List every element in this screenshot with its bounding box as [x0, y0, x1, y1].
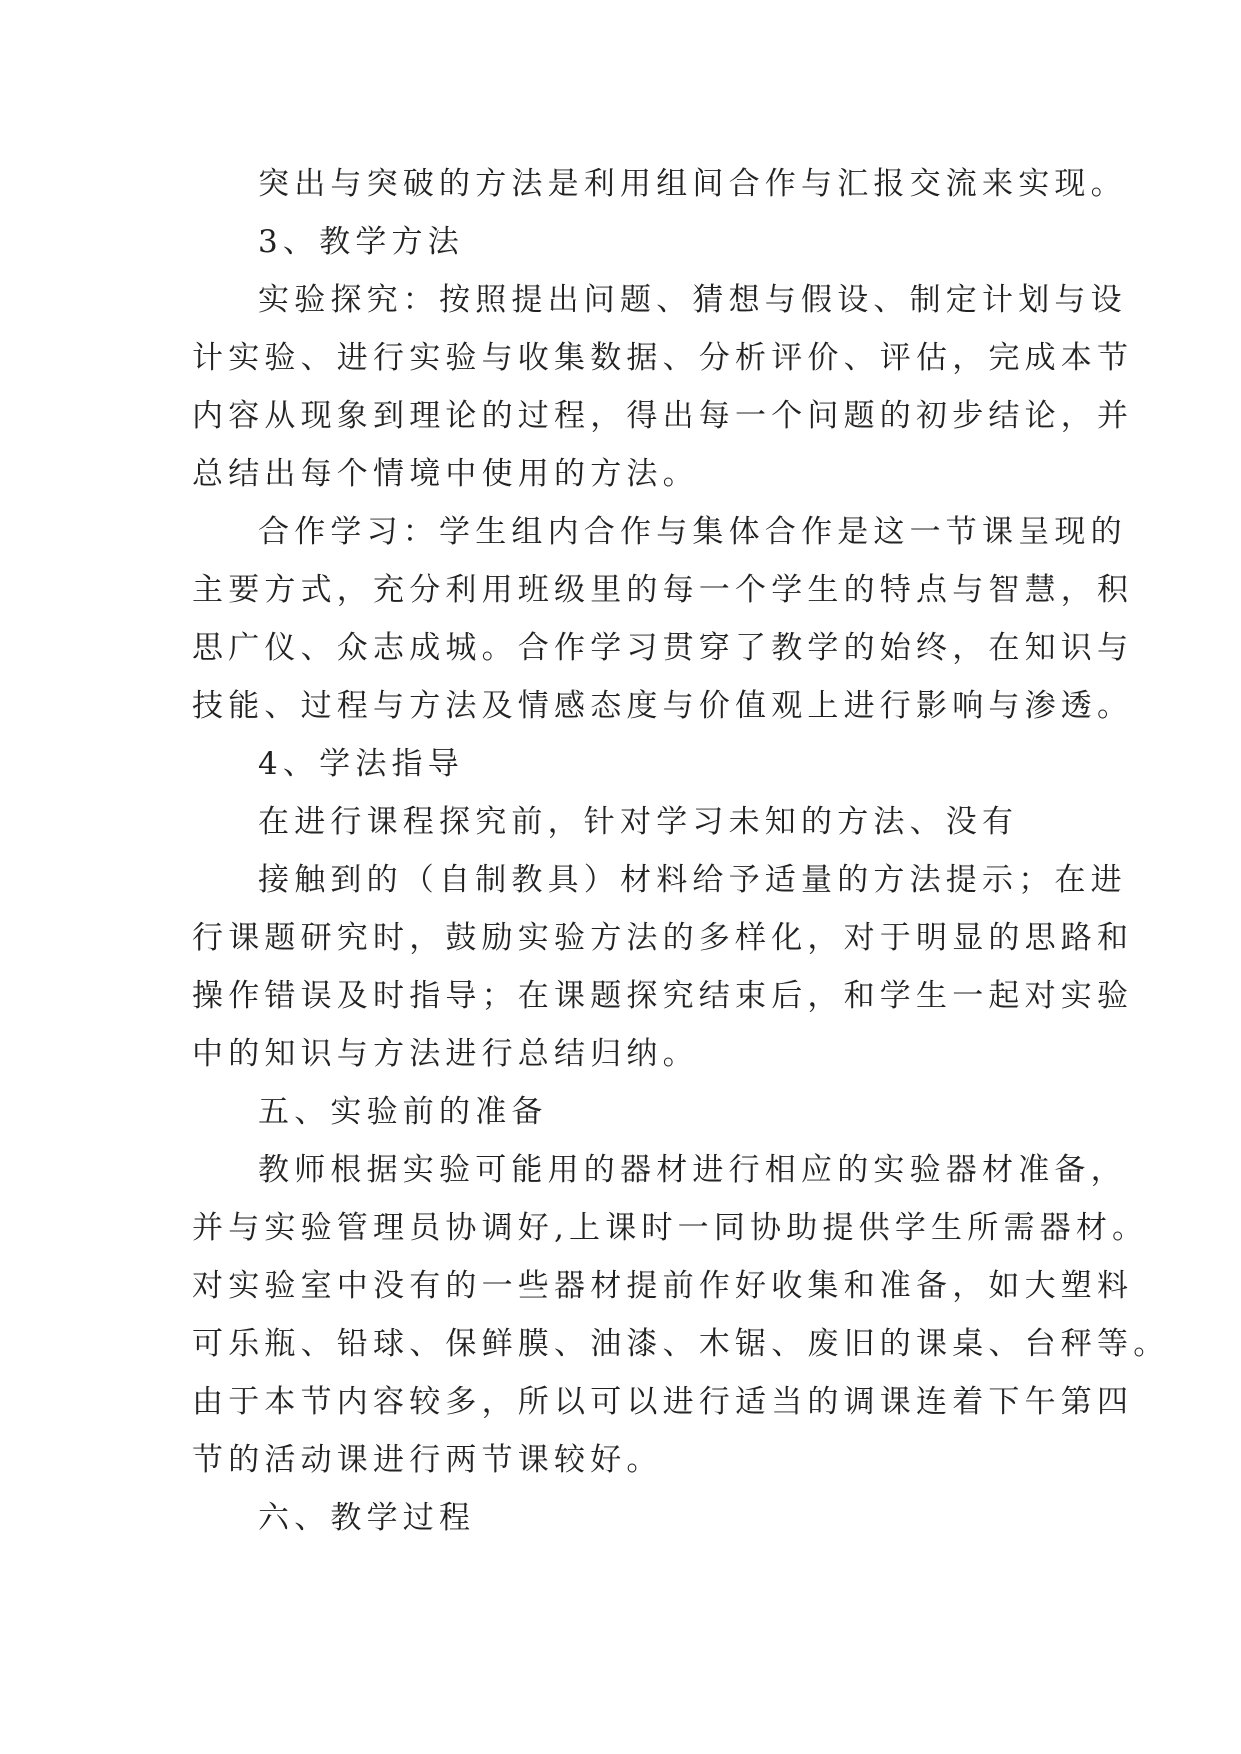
paragraph-line: 实验探究：按照提出问题、猜想与假设、制定计划与设 — [258, 282, 1127, 318]
paragraph-line: 技能、过程与方法及情感态度与价值观上进行影响与渗透。 — [192, 688, 1134, 724]
paragraph-line: 节的活动课进行两节课较好。 — [192, 1442, 663, 1478]
section-heading: 4、学法指导 — [258, 746, 464, 782]
paragraph-line: 教师根据实验可能用的器材进行相应的实验器材准备， — [258, 1152, 1127, 1188]
paragraph-line: 接触到的（自制教具）材料给予适量的方法提示；在进 — [258, 862, 1127, 898]
paragraph-line: 可乐瓶、铅球、保鲜膜、油漆、木锯、废旧的课桌、台秤等。 — [192, 1326, 1170, 1362]
paragraph-line: 计实验、进行实验与收集数据、分析评价、评估，完成本节 — [192, 340, 1134, 376]
paragraph-line: 对实验室中没有的一些器材提前作好收集和准备，如大塑料 — [192, 1268, 1134, 1304]
paragraph-line: 突出与突破的方法是利用组间合作与汇报交流来实现。 — [258, 166, 1127, 202]
paragraph-line: 操作错误及时指导；在课题探究结束后，和学生一起对实验 — [192, 978, 1134, 1014]
paragraph-line: 中的知识与方法进行总结归纳。 — [192, 1036, 699, 1072]
section-heading: 3、教学方法 — [258, 224, 464, 260]
paragraph-line: 行课题研究时，鼓励实验方法的多样化，对于明显的思路和 — [192, 920, 1134, 956]
paragraph-line: 内容从现象到理论的过程，得出每一个问题的初步结论，并 — [192, 398, 1134, 434]
paragraph-line: 总结出每个情境中使用的方法。 — [192, 456, 699, 492]
section-heading: 五、实验前的准备 — [258, 1094, 548, 1130]
paragraph-line: 思广仪、众志成城。合作学习贯穿了教学的始终，在知识与 — [192, 630, 1134, 666]
paragraph-line: 在进行课程探究前，针对学习未知的方法、没有 — [258, 804, 1019, 840]
paragraph-line: 由于本节内容较多，所以可以进行适当的调课连着下午第四 — [192, 1384, 1134, 1420]
section-heading: 六、教学过程 — [258, 1500, 476, 1536]
paragraph-line: 并与实验管理员协调好,上课时一同协助提供学生所需器材。 — [192, 1210, 1149, 1246]
paragraph-line: 合作学习：学生组内合作与集体合作是这一节课呈现的 — [258, 514, 1127, 550]
paragraph-line: 主要方式，充分利用班级里的每一个学生的特点与智慧，积 — [192, 572, 1134, 608]
